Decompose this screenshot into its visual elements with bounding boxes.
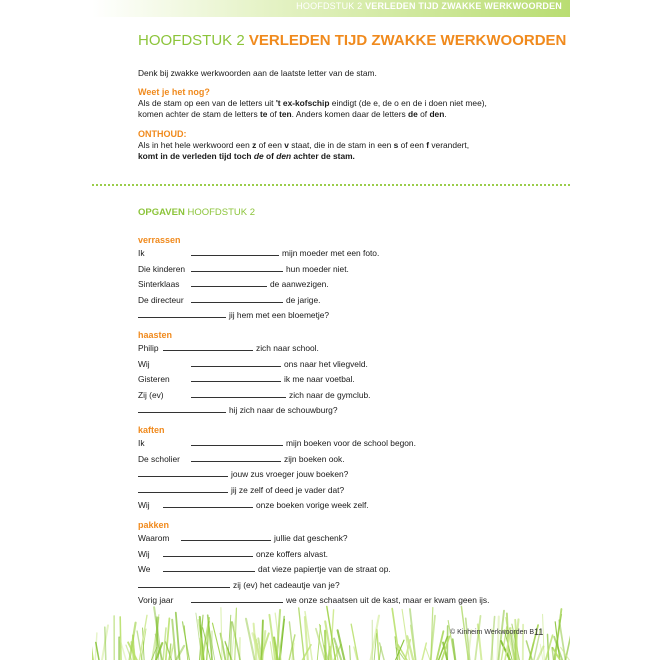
answer-blank[interactable] <box>191 263 283 272</box>
exercise-verb-pakken: pakken <box>138 520 170 530</box>
exercise-row <box>138 278 329 289</box>
answer-blank[interactable] <box>191 453 281 462</box>
exercise-row <box>138 468 348 479</box>
answer-blank[interactable] <box>163 499 253 508</box>
answer-blank[interactable] <box>138 404 226 413</box>
exercise-row <box>138 453 345 464</box>
row-suffix: onze boeken vorige week zelf. <box>256 500 369 510</box>
row-prefix: Wij <box>138 548 150 559</box>
running-header-chapter: HOOFDSTUK 2 <box>296 1 363 11</box>
row-suffix: zij (ev) het cadeautje van je? <box>233 579 340 590</box>
row-prefix: De scholier <box>138 453 180 464</box>
row-suffix: hun moeder niet. <box>286 263 349 274</box>
exercise-row <box>138 247 379 258</box>
exercise-row <box>138 437 416 448</box>
title-topic: VERLEDEN TIJD ZWAKKE WERKWOORDEN <box>248 32 567 49</box>
section-divider <box>92 184 570 186</box>
answer-blank[interactable] <box>191 294 283 303</box>
exercise-verb-kaften: kaften <box>138 425 165 435</box>
row-suffix: zich naar de gymclub. <box>289 389 371 400</box>
onthoud-line-1: Als in het hele werkwoord een z of een v staat, die in de stam in een s of een f verandert, <box>138 140 470 150</box>
onthoud-label: ONTHOUD: <box>138 129 187 139</box>
weet-line-1: Als de stam op een van de letters uit 't ex-kofschip eindigt (de e, de o en de i doen niet mee), <box>138 98 487 108</box>
answer-blank[interactable] <box>138 579 230 588</box>
row-prefix: Ik <box>138 248 145 258</box>
answer-blank[interactable] <box>138 468 228 477</box>
onthoud-line-2: komt in de verleden tijd toch de of den achter de stam. <box>138 151 355 161</box>
exercise-verb-haasten: haasten <box>138 330 173 340</box>
exercise-row <box>138 532 348 543</box>
weet-line-2: komen achter de stam de letters te of ten. Anders komen daar de letters de of den. <box>138 109 447 119</box>
row-suffix: jij ze zelf of deed je vader dat? <box>231 484 345 495</box>
row-prefix: Vorig jaar <box>138 595 174 605</box>
weet-label: Weet je het nog? <box>138 87 210 97</box>
answer-blank[interactable] <box>191 373 281 382</box>
answer-blank[interactable] <box>181 532 271 541</box>
row-prefix: Waarom <box>138 533 170 543</box>
row-suffix: ons naar het vliegveld. <box>284 358 368 369</box>
exercise-verb-verrassen: verrassen <box>138 235 181 245</box>
row-prefix: Gisteren <box>138 374 170 384</box>
row-suffix: dat vieze papiertje van de straat op. <box>258 564 391 574</box>
exercise-row <box>138 389 370 400</box>
row-suffix: zijn boeken ook. <box>284 453 345 464</box>
row-prefix: Wij <box>138 358 150 369</box>
row-prefix: Zij (ev) <box>138 389 164 400</box>
row-prefix: Ik <box>138 438 145 448</box>
opgaven-heading: OPGAVEN HOOFDSTUK 2 <box>138 207 256 218</box>
row-prefix: De directeur <box>138 294 184 305</box>
footer-credit: © Kinheim Werkwoorden B <box>450 629 535 636</box>
answer-blank[interactable] <box>191 389 286 398</box>
row-suffix: onze koffers alvast. <box>256 548 329 559</box>
exercise-row <box>138 358 368 369</box>
page-number: 11 <box>534 627 544 637</box>
answer-blank[interactable] <box>191 278 267 287</box>
row-suffix: we onze schaatsen uit de kast, maar er kwam geen ijs. <box>286 595 490 605</box>
row-suffix: de jarige. <box>286 294 321 305</box>
running-header <box>296 1 562 11</box>
exercise-row <box>138 373 355 384</box>
answer-blank[interactable] <box>138 484 228 493</box>
row-suffix: hij zich naar de schouwburg? <box>229 405 338 415</box>
page-title <box>138 32 566 49</box>
exercise-row <box>138 263 349 274</box>
exercise-row <box>138 484 344 495</box>
row-prefix: Sinterklaas <box>138 279 180 289</box>
answer-blank[interactable] <box>191 358 281 367</box>
row-prefix: Wij <box>138 500 150 510</box>
answer-blank[interactable] <box>163 563 255 572</box>
answer-blank[interactable] <box>191 437 283 446</box>
exercise-row <box>138 309 329 320</box>
row-suffix: jullie dat geschenk? <box>274 533 348 543</box>
exercise-row <box>138 563 391 574</box>
row-suffix: ik me naar voetbal. <box>284 374 355 384</box>
intro-text: Denk bij zwakke werkwoorden aan de laatste letter van de stam. <box>138 68 377 78</box>
row-suffix: mijn moeder met een foto. <box>282 248 380 258</box>
row-suffix: de aanwezigen. <box>270 279 329 289</box>
exercise-row <box>138 294 320 305</box>
row-prefix: We <box>138 564 151 574</box>
row-prefix: Philip <box>138 343 159 353</box>
answer-blank[interactable] <box>163 548 253 557</box>
row-suffix: mijn boeken voor de school begon. <box>286 438 416 448</box>
running-header-topic: VERLEDEN TIJD ZWAKKE WERKWOORDEN <box>365 1 562 11</box>
row-suffix: zich naar school. <box>256 343 319 353</box>
row-suffix: jij hem met een bloemetje? <box>229 310 330 320</box>
row-prefix: Die kinderen <box>138 263 186 274</box>
exercise-row <box>138 404 337 415</box>
row-suffix: jouw zus vroeger jouw boeken? <box>231 469 349 479</box>
answer-blank[interactable] <box>191 247 279 256</box>
exercise-row <box>138 579 340 590</box>
exercise-row <box>138 499 369 510</box>
exercise-row <box>138 342 319 353</box>
answer-blank[interactable] <box>138 309 226 318</box>
answer-blank[interactable] <box>163 342 253 351</box>
exercise-row <box>138 548 328 559</box>
title-chapter: HOOFDSTUK 2 <box>138 32 245 49</box>
